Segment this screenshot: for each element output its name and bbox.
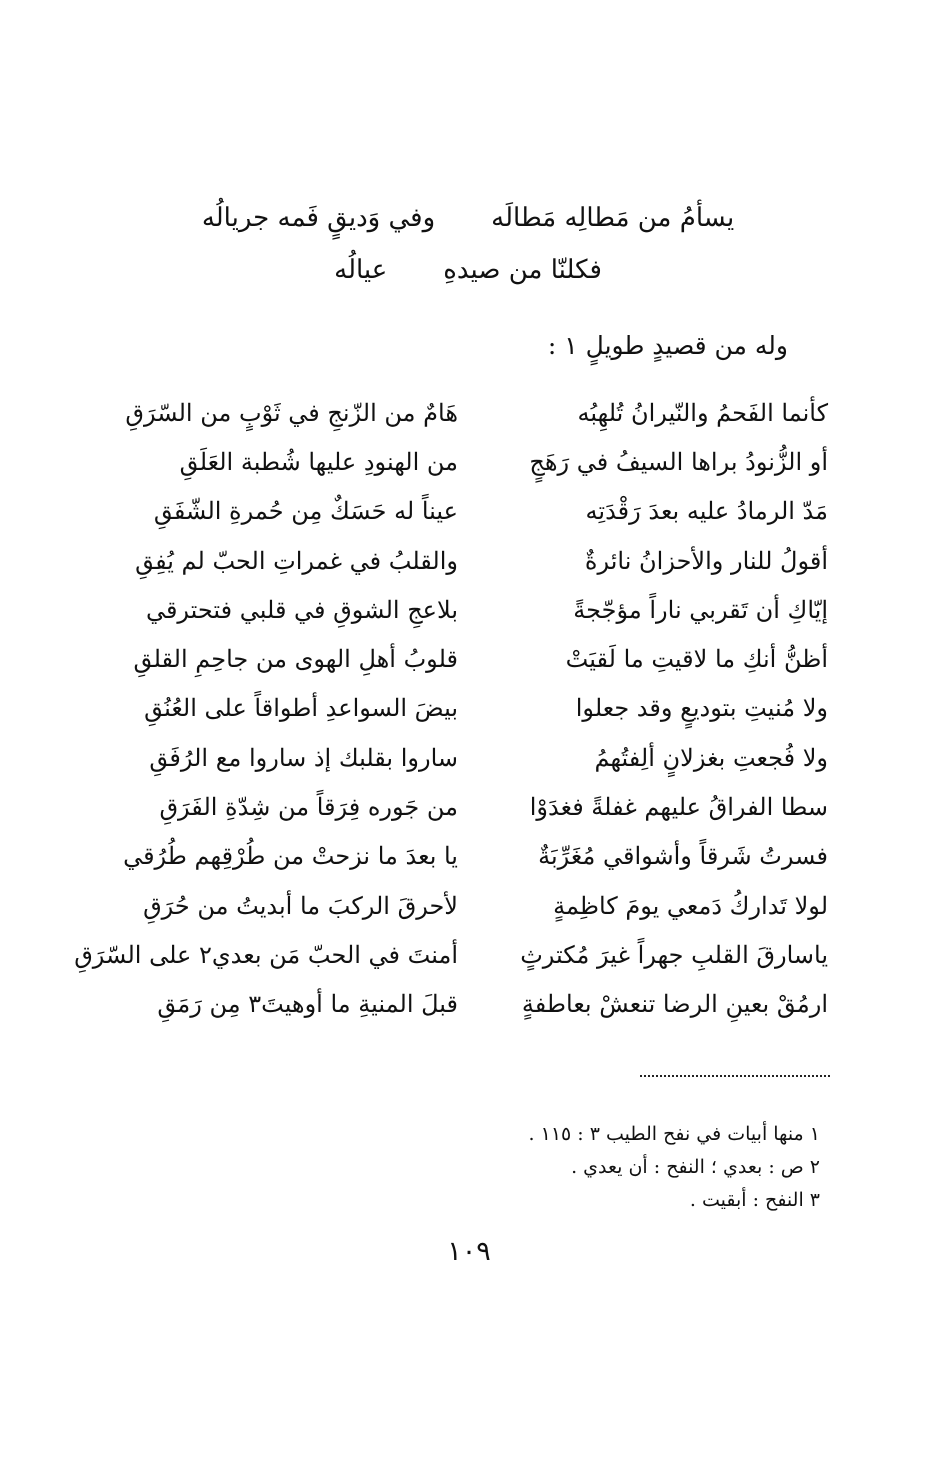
verse-sadr: أو الزُّنودُ براها السيفُ في رَهَجٍ — [529, 447, 828, 476]
verse-ajz: قبلَ المنيةِ ما أوهيتَ٣ مِن رَمَقِ — [157, 990, 458, 1019]
footnote: ٢ ص : بعدي ؛ النفح : أن يعدي . — [571, 1156, 820, 1178]
verse-sadr: ولا فُجعتِ بغزلانٍ ألِفتُهمُ — [594, 743, 828, 772]
poem-verse — [108, 536, 828, 585]
poem-intro: وله من قصيدٍ طويلٍ ١ : — [547, 331, 788, 360]
verse-sadr: أقولُ للنار والأحزانُ نائرةٌ — [584, 546, 828, 575]
verse-ajz: يا بعدَ ما نزحتْ من طُرْقِهم طُرُقي — [123, 842, 458, 871]
verse-ajz: عيناً له حَسَكٌ مِن حُمرةِ الشّفَقِ — [153, 497, 458, 526]
verse-ajz: بلاعجِ الشوقِ في قلبي فتحترقي — [145, 595, 458, 624]
poem-verse — [108, 437, 828, 486]
verse-ajz: من الهنودِ عليها شُطبة العَلَقِ — [179, 447, 458, 476]
poem — [74, 388, 828, 1029]
poem-verse — [108, 634, 828, 683]
verse-ajz: وفي وَديقٍ فَمه جريالُه — [201, 203, 436, 233]
verse-sadr: فكلنّا من صيدهِ — [443, 255, 602, 285]
verse-ajz: قلوبُ أهلِ الهوى من جاحِمِ القلقِ — [133, 645, 458, 674]
poem-verse — [108, 881, 828, 930]
footnote: ٣ النفح : أبقيت . — [689, 1189, 820, 1211]
verse-sadr: ولا مُنيتِ بتوديعٍ وقد جعلوا — [575, 694, 828, 723]
verse-sadr: أظنُّ أنكِ ما لاقيتِ ما لَقيَتْ — [565, 645, 828, 674]
verse-sadr: ارمُقْ بعينِ الرضا تنعشْ بعاطفةٍ — [521, 990, 828, 1019]
poem-verse — [108, 388, 828, 437]
verse-sadr: لولا تَداركُ دَمعي يومَ كاظِمةٍ — [553, 891, 828, 920]
footnotes — [220, 1118, 820, 1217]
verse-sadr: ياسارقَ القلبِ جهراً غيرَ مُكترثٍ — [520, 940, 828, 969]
poem-verse — [108, 684, 828, 733]
top-verses — [148, 192, 788, 296]
verse-ajz: ساروا بقلبك إذ ساروا مع الرُفَقِ — [149, 743, 458, 772]
footnote: ١ منها أبيات في نفح الطيب ٣ : ١١٥ . — [528, 1123, 820, 1145]
verse-sadr: إيّاكِ أن تَقربي ناراً مؤجّجةً — [573, 595, 828, 624]
poem-verse — [108, 487, 828, 536]
poem-verse — [108, 585, 828, 634]
verse-sadr: فسرتُ شَرقاً وأشواقي مُغَرِّبَةٌ — [538, 842, 828, 871]
poem-verse — [108, 980, 828, 1029]
verse-line — [148, 192, 788, 244]
verse-ajz: لأحرقَ الركبَ ما أبديتُ من حُرَقِ — [143, 891, 458, 920]
verse-ajz: عيالُه — [334, 255, 388, 285]
verse-sadr: سطا الفراقُ عليهم غفلةً فغدَوْا — [529, 793, 828, 822]
poem-verse — [108, 733, 828, 782]
verse-sadr: كأنما الفَحمُ والنّيرانُ تُلهِبُه — [577, 398, 828, 427]
footnote-divider — [640, 1075, 830, 1077]
verse-ajz: من جَوره فِرَقاً من شِدّةِ الفَرَقِ — [159, 793, 458, 822]
poem-verse — [108, 782, 828, 831]
poem-verse — [74, 930, 828, 979]
verse-ajz: أمنتَ في الحبّ مَن بعدي٢ على السّرَقِ — [74, 940, 458, 969]
verse-line — [148, 244, 788, 296]
page-number: ١٠٩ — [447, 1236, 491, 1267]
verse-ajz: بيضَ السواعدِ أطواقاً على العُنُقِ — [144, 694, 458, 723]
verse-sadr: يسأمُ من مَطالِه مَطالَه — [491, 203, 735, 233]
verse-sadr: مَدّ الرمادُ عليه بعدَ رَقْدَتِه — [585, 497, 828, 526]
poem-verse — [108, 832, 828, 881]
verse-ajz: والقلبُ في غمراتِ الحبّ لم يُفِقِ — [135, 546, 458, 575]
verse-ajz: هَامٌ من الزّنجِ في ثَوْبٍ من السّرَقِ — [125, 398, 458, 427]
